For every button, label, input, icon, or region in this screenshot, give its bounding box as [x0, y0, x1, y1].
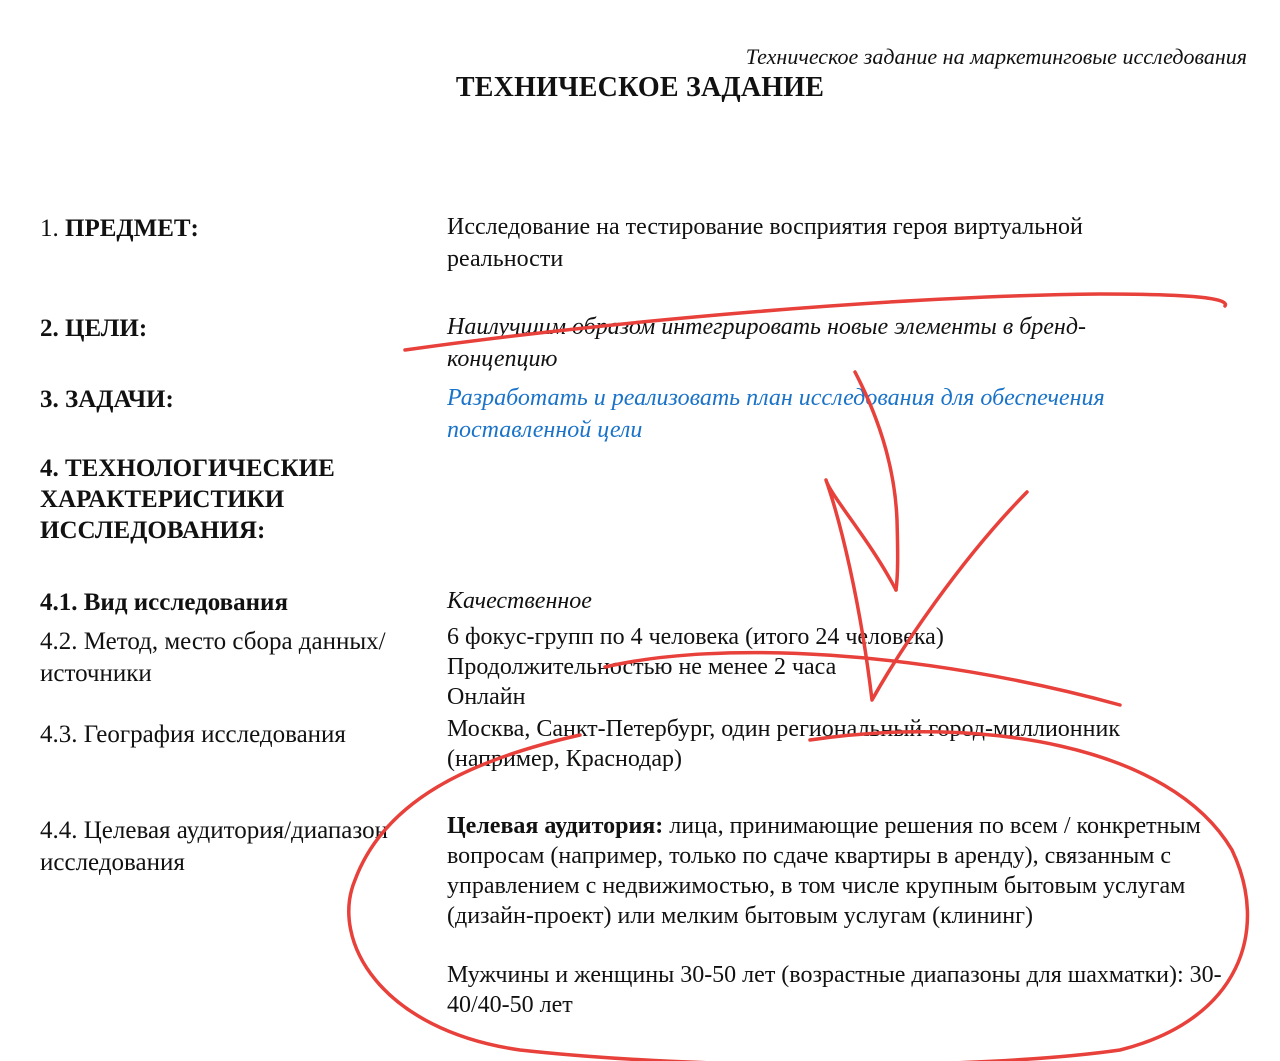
method-line: Онлайн [447, 684, 526, 710]
audience-line: (дизайн-проект) или мелким бытовым услугам (клининг) [447, 903, 1033, 929]
audience-age-line: 40/40-50 лет [447, 992, 573, 1018]
method-line: Продолжительностью не менее 2 часа [447, 654, 837, 680]
goals-line: Наилучшим образом интегрировать новые элементы в бренд- [447, 314, 1086, 340]
subject-number: 1. [40, 215, 59, 242]
audience-line [447, 811, 1237, 841]
research-type-value: Качественное [447, 588, 592, 614]
subject-label [40, 213, 199, 245]
audience-description [447, 811, 1237, 931]
method-value [447, 622, 944, 712]
audience-label [40, 815, 425, 879]
method-label [40, 626, 425, 690]
tasks-label: 3. ЗАДАЧИ: [40, 386, 174, 413]
method-line: 6 фокус-групп по 4 человека (итого 24 человека) [447, 624, 944, 650]
subject-heading: ПРЕДМЕТ: [65, 215, 199, 242]
goals-label: 2. ЦЕЛИ: [40, 315, 148, 342]
audience-label-line: 4.4. Целевая аудитория/диапазон [40, 817, 389, 844]
goals-line: концепцию [447, 346, 558, 372]
audience-label-line: исследования [40, 849, 185, 876]
research-type-label: 4.1. Вид исследования [40, 589, 288, 616]
geography-line: (например, Краснодар) [447, 746, 683, 772]
audience-age [447, 960, 1247, 1020]
tasks-line: Разработать и реализовать план исследования для обеспечения [447, 385, 1105, 411]
audience-line: вопросам (например, только по сдаче квартиры в аренду), связанным с [447, 843, 1172, 869]
goals-value [447, 311, 1187, 375]
audience-age-line: Мужчины и женщины 30-50 лет (возрастные диапазоны для шахматки): 30- [447, 962, 1222, 988]
audience-line-rest: лица, принимающие решения по всем / конкретным [663, 813, 1201, 839]
geography-value [447, 714, 1167, 774]
subject-value [447, 211, 1187, 275]
geography-line: Москва, Санкт-Петербург, один региональный город-миллионник [447, 716, 1120, 742]
document-title: ТЕХНИЧЕСКОЕ ЗАДАНИЕ [455, 72, 825, 103]
method-label-line: 4.2. Метод, место сбора данных/ [40, 628, 386, 655]
geography-label: 4.3. География исследования [40, 721, 346, 748]
tech-heading-line: ХАРАКТЕРИСТИКИ [40, 486, 285, 513]
tech-heading-line: ИССЛЕДОВАНИЯ: [40, 517, 266, 544]
running-header: Техническое задание на маркетинговые исследования [745, 44, 1247, 69]
subject-line: Исследование на тестирование восприятия героя виртуальной [447, 214, 1083, 240]
tech-characteristics-heading [40, 453, 400, 546]
subject-line: реальности [447, 246, 564, 272]
method-label-line: источники [40, 660, 152, 687]
tasks-value [447, 382, 1207, 446]
tech-heading-line: 4. ТЕХНОЛОГИЧЕСКИЕ [40, 455, 335, 482]
audience-bold-lead: Целевая аудитория: [447, 813, 664, 839]
tasks-line: поставленной цели [447, 417, 643, 443]
audience-line: управлением с недвижимостью, в том числе крупным бытовым услугам [447, 873, 1186, 899]
